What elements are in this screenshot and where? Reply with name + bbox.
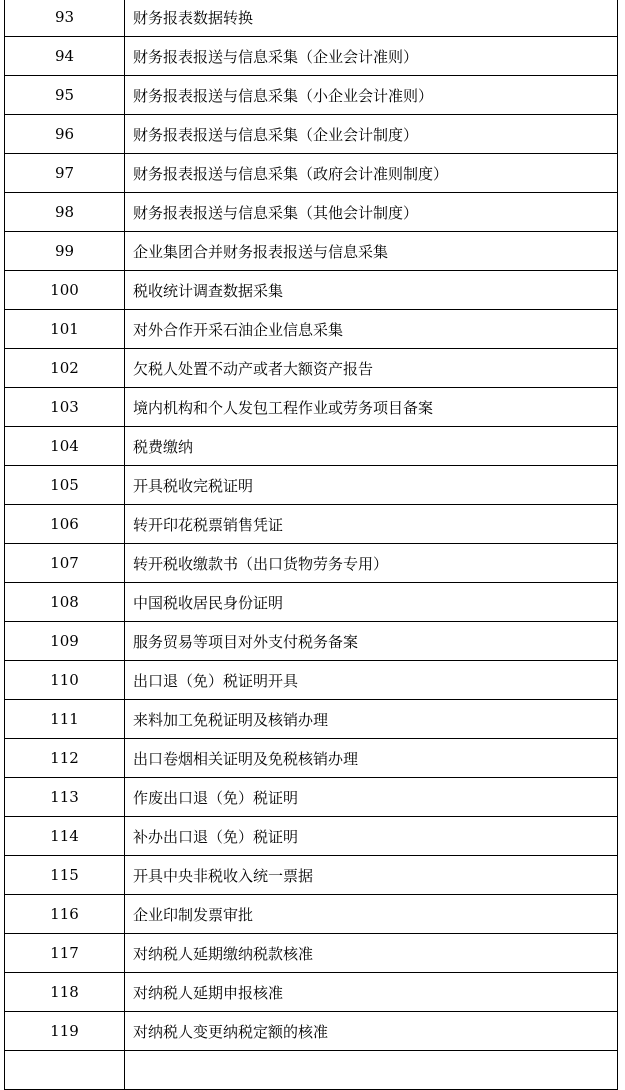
row-number: 116 [5, 895, 125, 934]
row-number: 107 [5, 544, 125, 583]
table-row [5, 895, 618, 934]
item-name: 中国税收居民身份证明 [125, 583, 618, 622]
row-number: 104 [5, 427, 125, 466]
row-number: 100 [5, 271, 125, 310]
row-number: 98 [5, 193, 125, 232]
table-row [5, 310, 618, 349]
row-number: 109 [5, 622, 125, 661]
item-name: 对纳税人变更纳税定额的核准 [125, 1012, 618, 1051]
item-name: 开具中央非税收入统一票据 [125, 856, 618, 895]
table-row [5, 388, 618, 427]
item-name: 出口卷烟相关证明及免税核销办理 [125, 739, 618, 778]
service-items-table [4, 0, 618, 1090]
row-number: 119 [5, 1012, 125, 1051]
item-name: 财务报表报送与信息采集（企业会计制度） [125, 115, 618, 154]
item-name: 对外合作开采石油企业信息采集 [125, 310, 618, 349]
item-name: 出口退（免）税证明开具 [125, 661, 618, 700]
table-row [5, 622, 618, 661]
table-row [5, 427, 618, 466]
row-number: 110 [5, 661, 125, 700]
row-number: 111 [5, 700, 125, 739]
table-row [5, 661, 618, 700]
item-name: 对纳税人延期缴纳税款核准 [125, 934, 618, 973]
item-name [125, 1051, 618, 1090]
table-row [5, 973, 618, 1012]
table-row [5, 778, 618, 817]
row-number: 102 [5, 349, 125, 388]
table-row [5, 0, 618, 37]
item-name: 补办出口退（免）税证明 [125, 817, 618, 856]
item-name: 企业印制发票审批 [125, 895, 618, 934]
row-number: 101 [5, 310, 125, 349]
row-number: 108 [5, 583, 125, 622]
row-number: 97 [5, 154, 125, 193]
table-row [5, 466, 618, 505]
row-number: 113 [5, 778, 125, 817]
item-name: 税费缴纳 [125, 427, 618, 466]
table-row [5, 856, 618, 895]
table-row [5, 115, 618, 154]
item-name: 企业集团合并财务报表报送与信息采集 [125, 232, 618, 271]
item-name: 转开税收缴款书（出口货物劳务专用） [125, 544, 618, 583]
row-number [5, 1051, 125, 1090]
row-number: 95 [5, 76, 125, 115]
table-row [5, 349, 618, 388]
table-row [5, 700, 618, 739]
item-name: 转开印花税票销售凭证 [125, 505, 618, 544]
table-body [5, 0, 618, 1090]
item-name: 财务报表报送与信息采集（小企业会计准则） [125, 76, 618, 115]
item-name: 欠税人处置不动产或者大额资产报告 [125, 349, 618, 388]
table-row [5, 934, 618, 973]
item-name: 税收统计调查数据采集 [125, 271, 618, 310]
item-name: 财务报表数据转换 [125, 0, 618, 37]
table-row [5, 817, 618, 856]
item-name: 财务报表报送与信息采集（企业会计准则） [125, 37, 618, 76]
table-row [5, 154, 618, 193]
table-row [5, 232, 618, 271]
table-row [5, 505, 618, 544]
item-name: 境内机构和个人发包工程作业或劳务项目备案 [125, 388, 618, 427]
table-row [5, 271, 618, 310]
row-number: 94 [5, 37, 125, 76]
item-name: 作废出口退（免）税证明 [125, 778, 618, 817]
table-row [5, 1012, 618, 1051]
item-name: 开具税收完税证明 [125, 466, 618, 505]
row-number: 106 [5, 505, 125, 544]
row-number: 103 [5, 388, 125, 427]
row-number: 118 [5, 973, 125, 1012]
table-row [5, 1051, 618, 1090]
row-number: 105 [5, 466, 125, 505]
row-number: 115 [5, 856, 125, 895]
row-number: 112 [5, 739, 125, 778]
table-row [5, 544, 618, 583]
table-row [5, 37, 618, 76]
item-name: 来料加工免税证明及核销办理 [125, 700, 618, 739]
table-row [5, 193, 618, 232]
item-name: 财务报表报送与信息采集（其他会计制度） [125, 193, 618, 232]
item-name: 对纳税人延期申报核准 [125, 973, 618, 1012]
table-row [5, 739, 618, 778]
row-number: 99 [5, 232, 125, 271]
item-name: 服务贸易等项目对外支付税务备案 [125, 622, 618, 661]
row-number: 96 [5, 115, 125, 154]
item-name: 财务报表报送与信息采集（政府会计准则制度） [125, 154, 618, 193]
table-row [5, 583, 618, 622]
row-number: 114 [5, 817, 125, 856]
table-row [5, 76, 618, 115]
row-number: 117 [5, 934, 125, 973]
row-number: 93 [5, 0, 125, 37]
